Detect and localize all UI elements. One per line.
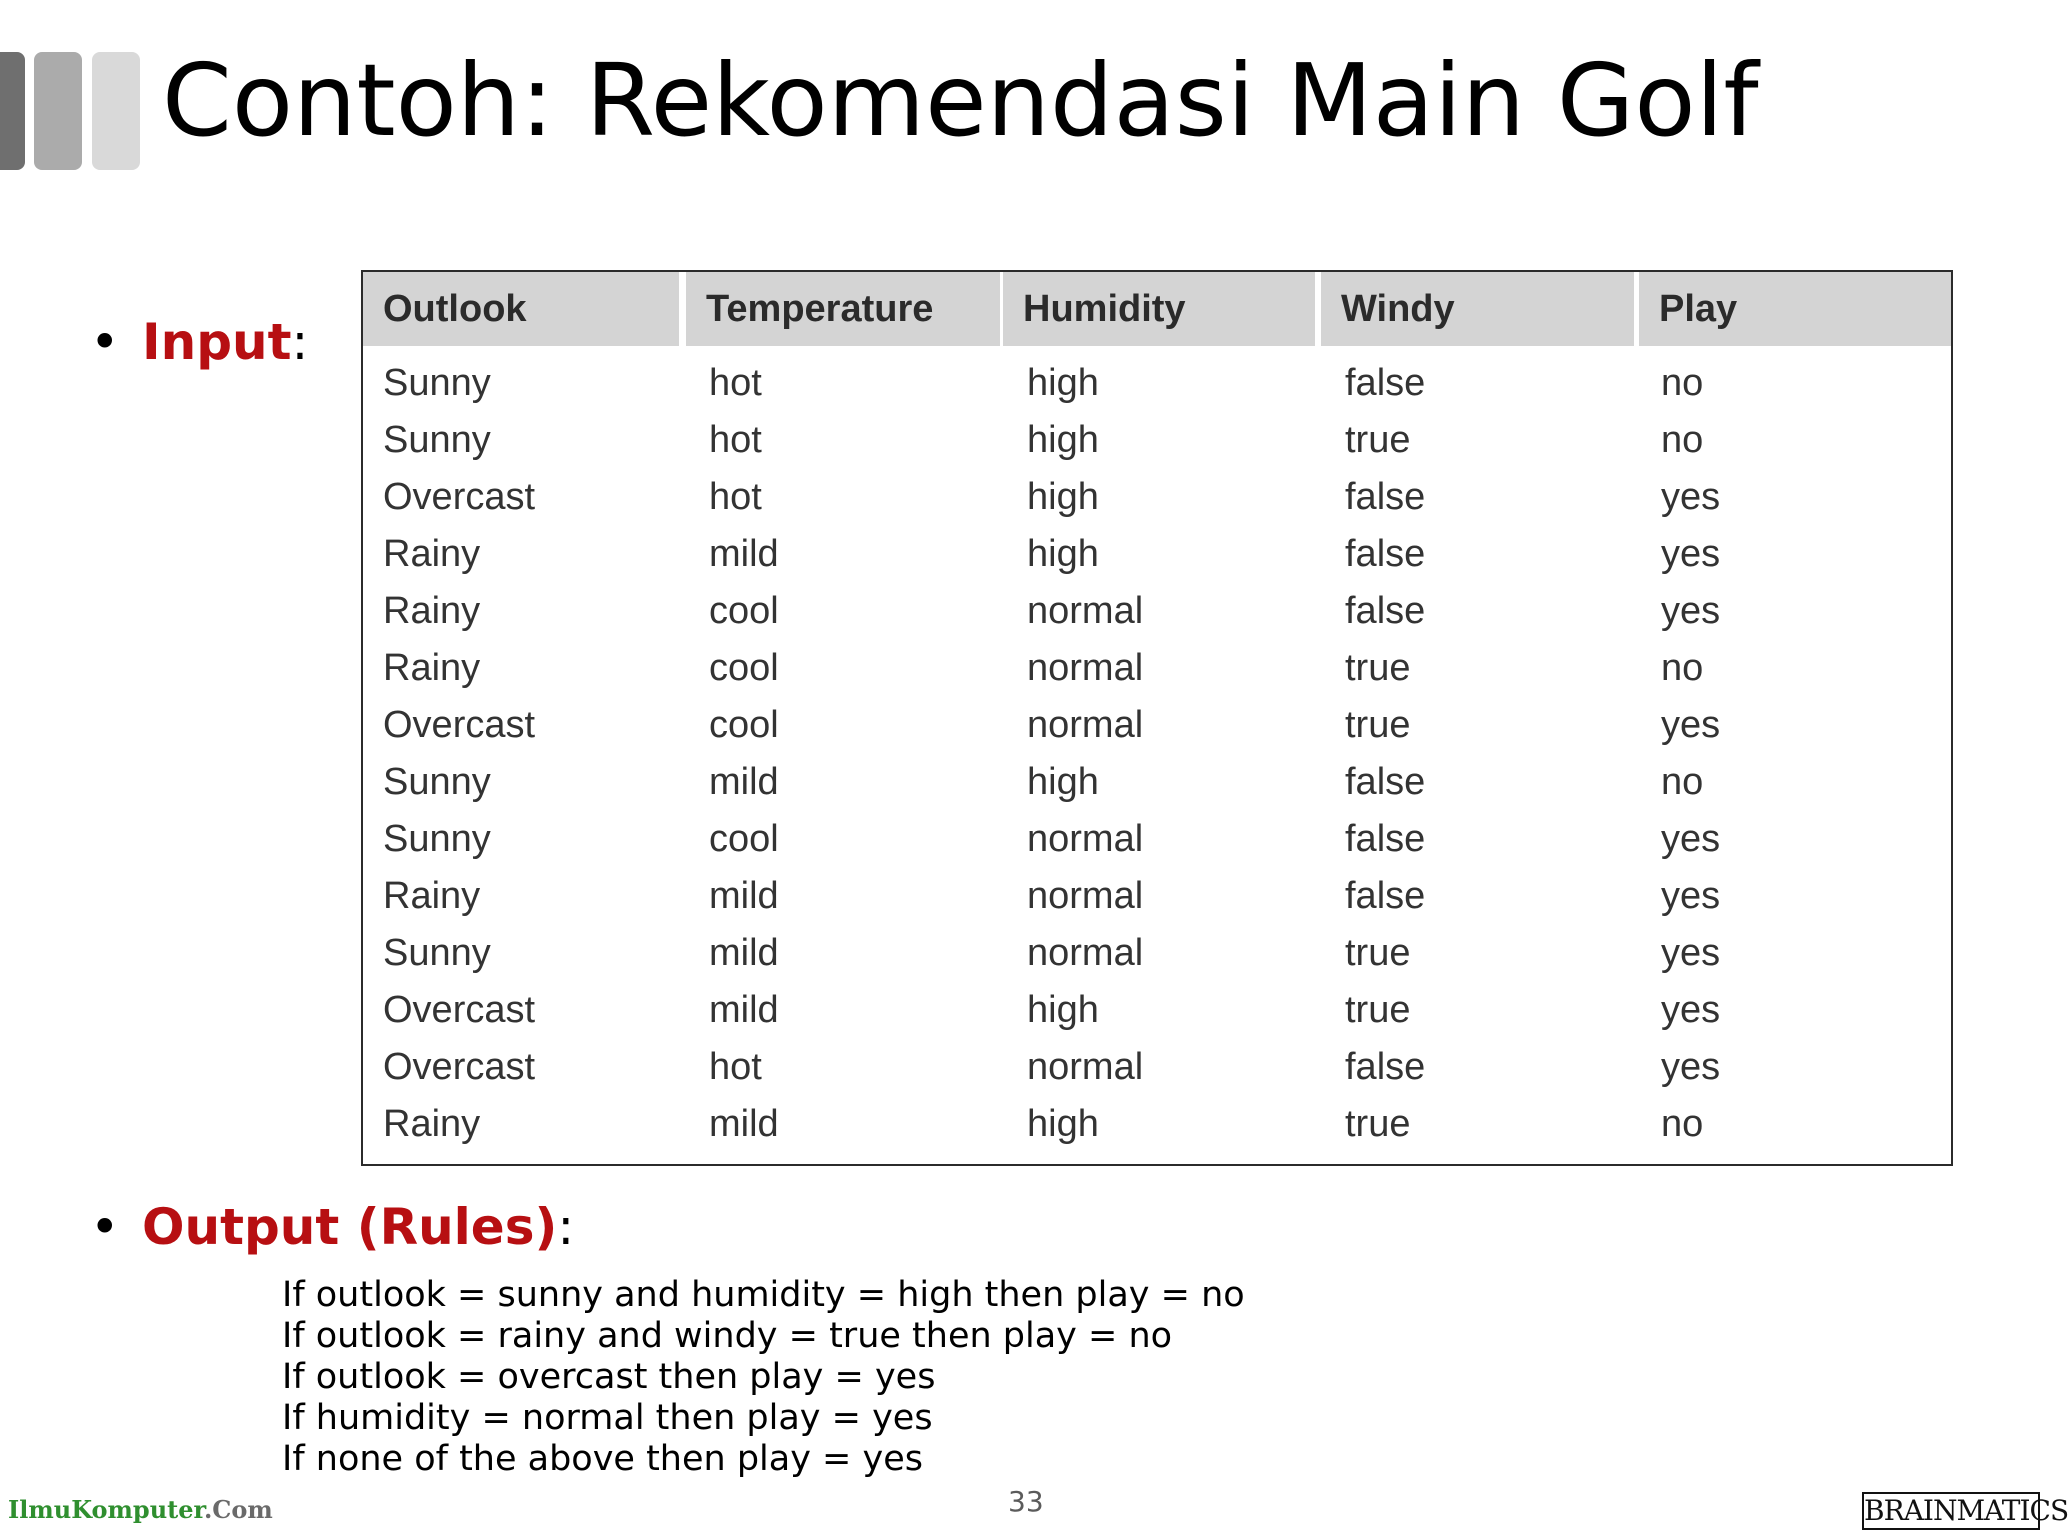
table-row bbox=[363, 469, 1951, 526]
table-cell: yes bbox=[1661, 989, 1721, 1031]
table-cell: yes bbox=[1661, 875, 1721, 917]
table-cell: yes bbox=[1661, 476, 1721, 518]
brainmatics-logo: BRAINMATICS bbox=[1862, 1492, 2040, 1530]
output-bullet bbox=[90, 1197, 574, 1257]
rule-line: If outlook = rainy and windy = true then play = no bbox=[282, 1316, 1173, 1356]
table-cell: false bbox=[1345, 761, 1426, 803]
table-cell: Rainy bbox=[383, 875, 481, 917]
table-cell: normal bbox=[1027, 875, 1144, 917]
ilmukomputer-logo-part-a: IlmuKomputer bbox=[8, 1495, 204, 1524]
table-header-play: Play bbox=[1639, 272, 1951, 346]
table-cell: Sunny bbox=[383, 419, 491, 461]
table-cell: true bbox=[1345, 419, 1411, 461]
table-cell: yes bbox=[1661, 590, 1721, 632]
title-bar-mid bbox=[34, 52, 82, 170]
table-row bbox=[363, 583, 1951, 640]
table-cell: false bbox=[1345, 590, 1426, 632]
table-cell: false bbox=[1345, 533, 1426, 575]
table-cell: cool bbox=[709, 647, 779, 689]
table-row bbox=[363, 640, 1951, 697]
table-cell: no bbox=[1661, 362, 1704, 404]
page-title: Contoh: Rekomendasi Main Golf bbox=[162, 42, 1759, 159]
output-rules-label: Rules bbox=[379, 1198, 535, 1256]
table-cell: false bbox=[1345, 875, 1426, 917]
rule-line: If outlook = overcast then play = yes bbox=[282, 1357, 936, 1397]
input-bullet bbox=[90, 312, 308, 372]
table-cell: yes bbox=[1661, 818, 1721, 860]
table-cell: high bbox=[1027, 989, 1099, 1031]
table-cell: Sunny bbox=[383, 761, 491, 803]
table-header-humidity: Humidity bbox=[1003, 272, 1315, 346]
table-cell: yes bbox=[1661, 533, 1721, 575]
table-cell: mild bbox=[709, 989, 779, 1031]
title-bar-dark bbox=[0, 52, 25, 170]
table-row bbox=[363, 868, 1951, 925]
table-row bbox=[363, 811, 1951, 868]
table-cell: Overcast bbox=[383, 989, 536, 1031]
table-cell: mild bbox=[709, 533, 779, 575]
table-row bbox=[363, 754, 1951, 811]
bullet-marker: • bbox=[90, 1198, 120, 1256]
rule-line: If humidity = normal then play = yes bbox=[282, 1398, 933, 1438]
table-cell: false bbox=[1345, 1046, 1426, 1088]
table-cell: cool bbox=[709, 590, 779, 632]
table-cell: false bbox=[1345, 362, 1426, 404]
table-cell: high bbox=[1027, 1103, 1099, 1145]
rules-list bbox=[282, 1275, 1245, 1480]
ilmukomputer-logo bbox=[8, 1495, 273, 1524]
output-label: Output bbox=[142, 1198, 340, 1256]
table-row bbox=[363, 355, 1951, 412]
table-cell: no bbox=[1661, 647, 1704, 689]
table-cell: mild bbox=[709, 932, 779, 974]
table-row bbox=[363, 925, 1951, 982]
table-cell: mild bbox=[709, 875, 779, 917]
table-cell: no bbox=[1661, 419, 1704, 461]
table-cell: true bbox=[1345, 647, 1411, 689]
table-cell: Sunny bbox=[383, 932, 491, 974]
table-cell: Sunny bbox=[383, 362, 491, 404]
table-cell: true bbox=[1345, 989, 1411, 1031]
table-cell: cool bbox=[709, 704, 779, 746]
table-header-temperature: Temperature bbox=[686, 272, 1000, 346]
table-header-windy: Windy bbox=[1321, 272, 1634, 346]
table-cell: normal bbox=[1027, 1046, 1144, 1088]
table-cell: Overcast bbox=[383, 1046, 536, 1088]
table-cell: yes bbox=[1661, 932, 1721, 974]
table-cell: normal bbox=[1027, 704, 1144, 746]
table-cell: hot bbox=[709, 476, 762, 518]
table-cell: false bbox=[1345, 818, 1426, 860]
table-cell: Rainy bbox=[383, 533, 481, 575]
table-cell: Rainy bbox=[383, 1103, 481, 1145]
table-cell: Rainy bbox=[383, 590, 481, 632]
table-cell: Sunny bbox=[383, 818, 491, 860]
table-cell: false bbox=[1345, 476, 1426, 518]
ilmukomputer-logo-part-b: .Com bbox=[203, 1495, 273, 1524]
table-cell: high bbox=[1027, 761, 1099, 803]
table-cell: Rainy bbox=[383, 647, 481, 689]
title-bar-light bbox=[92, 52, 140, 170]
rule-line: If outlook = sunny and humidity = high then play = no bbox=[282, 1275, 1245, 1315]
vertical-bars-icon bbox=[0, 52, 145, 170]
table-cell: high bbox=[1027, 533, 1099, 575]
table-cell: Overcast bbox=[383, 704, 536, 746]
table-cell: true bbox=[1345, 1103, 1411, 1145]
table-row bbox=[363, 1096, 1951, 1153]
output-open-paren: ( bbox=[339, 1198, 380, 1256]
table-cell: hot bbox=[709, 1046, 762, 1088]
table-cell: hot bbox=[709, 419, 762, 461]
table-cell: high bbox=[1027, 419, 1099, 461]
table-header-row bbox=[363, 272, 1951, 346]
page-number: 33 bbox=[1008, 1485, 1044, 1518]
table-cell: normal bbox=[1027, 590, 1144, 632]
input-colon: : bbox=[291, 313, 309, 371]
table-cell: no bbox=[1661, 1103, 1704, 1145]
table-cell: high bbox=[1027, 476, 1099, 518]
rule-line: If none of the above then play = yes bbox=[282, 1439, 923, 1479]
table-cell: yes bbox=[1661, 1046, 1721, 1088]
data-table bbox=[361, 270, 1953, 1166]
bullet-marker: • bbox=[90, 313, 120, 371]
table-row bbox=[363, 1039, 1951, 1096]
table-cell: yes bbox=[1661, 704, 1721, 746]
table-row bbox=[363, 982, 1951, 1039]
table-cell: high bbox=[1027, 362, 1099, 404]
table-cell: true bbox=[1345, 704, 1411, 746]
table-row bbox=[363, 526, 1951, 583]
table-cell: normal bbox=[1027, 647, 1144, 689]
table-cell: true bbox=[1345, 932, 1411, 974]
table-header-outlook: Outlook bbox=[363, 272, 679, 346]
table-cell: normal bbox=[1027, 932, 1144, 974]
table-cell: cool bbox=[709, 818, 779, 860]
table-row bbox=[363, 697, 1951, 754]
table-cell: hot bbox=[709, 362, 762, 404]
table-cell: mild bbox=[709, 1103, 779, 1145]
table-cell: mild bbox=[709, 761, 779, 803]
table-row bbox=[363, 412, 1951, 469]
table-cell: normal bbox=[1027, 818, 1144, 860]
input-label: Input bbox=[142, 313, 292, 371]
table-cell: Overcast bbox=[383, 476, 536, 518]
output-colon: : bbox=[557, 1198, 575, 1256]
output-close-paren: ) bbox=[534, 1198, 558, 1256]
table-cell: no bbox=[1661, 761, 1704, 803]
